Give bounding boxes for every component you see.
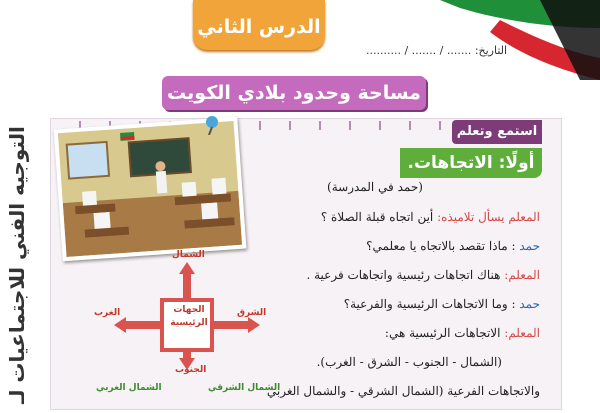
first-section-heading: أولًا: الاتجاهات. [400, 148, 542, 178]
dialog-text: : وما الاتجاهات الرئيسية والفرعية؟ [343, 297, 520, 311]
kuwait-flag-icon [440, 0, 600, 80]
dialog-text: : ماذا تقصد بالاتجاه يا معلمي؟ [366, 239, 520, 253]
sub-directions-line: والاتجاهات الفرعية (الشمال الشرقي - والشمال الغربي [266, 384, 540, 398]
side-text: التوجيه الفني للاجتماعيات لـ [5, 126, 29, 404]
speaker-label: حمد [519, 297, 540, 311]
compass-northwest: الشمال الغربي [96, 383, 162, 393]
dialog-context: (حمد في المدرسة) [327, 180, 423, 194]
dialog-text: هناك اتجاهات رئيسية واتجاهات فرعية . [306, 268, 505, 282]
lesson-badge: الدرس الثاني [193, 0, 325, 50]
compass-west: الغرب [94, 308, 121, 318]
speaker-label: حمد [519, 239, 540, 253]
compass-east: الشرق [237, 308, 267, 318]
date-line: التاريخ: ....... / ....... / .......... [366, 44, 508, 57]
dialog-line [210, 210, 540, 224]
compass-northeast: الشمال الشرقي [208, 383, 281, 393]
compass-center: الجهات الرئيسية [170, 305, 208, 328]
compass-north: الشمال [172, 250, 205, 260]
compass-south: الجنوب [175, 365, 207, 375]
dialog-text: أين اتجاه قبلة الصلاة ؟ [320, 210, 438, 224]
listen-learn-tab: استمع وتعلم [452, 120, 542, 144]
lesson-title: مساحة وحدود بلادي الكويت [162, 76, 426, 110]
push-pin-icon [202, 115, 222, 135]
dialog-text: الاتجاهات الرئيسية هي: [384, 326, 505, 340]
speaker-label: المعلم: [504, 268, 540, 282]
speaker-label: المعلم يسأل تلاميذه: [437, 210, 540, 224]
speaker-label: المعلم: [504, 326, 540, 340]
side-vertical-text [0, 120, 34, 402]
main-directions-list: (الشمال - الجنوب - الشرق - الغرب). [316, 355, 502, 369]
